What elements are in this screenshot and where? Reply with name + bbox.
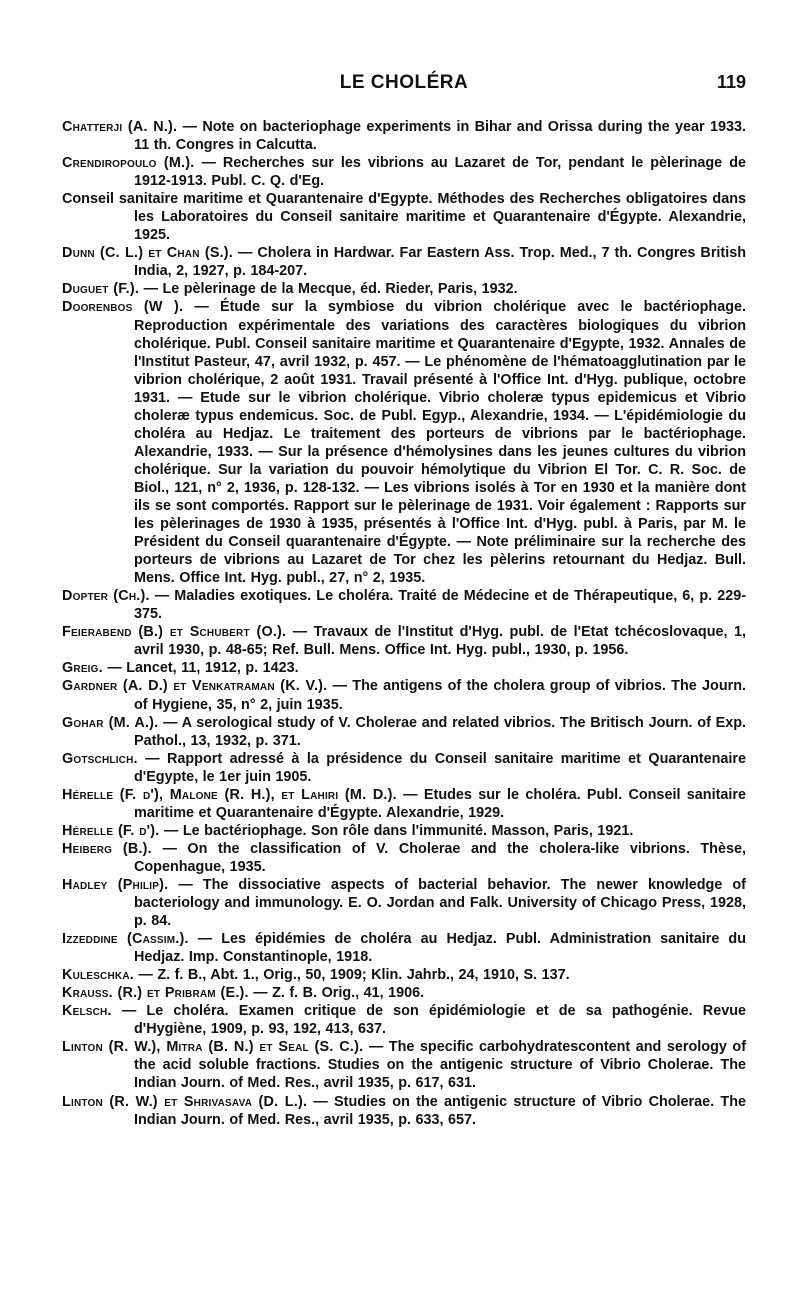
bibliography-entry	[62, 1038, 746, 1092]
entry-text: Conseil sanitaire maritime et Quarantenaire d'Egypte. Méthodes des Recherches obligatoires dans les Laboratoires du Conseil sanitaire maritime et Quarantenaire d'Égypte. Alexandrie, 1925.	[62, 191, 746, 244]
page-header	[62, 72, 746, 102]
entry-text: — The dissociative aspects of bacterial behavior. The newer knowledge of bacteriology and immunology. E. O. Jordan and Falk. University of Chicago Press, 1928, p. 84.	[134, 876, 746, 930]
entry-author: Izzeddine (Cassim.).	[62, 931, 189, 948]
entry-author: Doorenbos (W ).	[62, 299, 184, 316]
bibliography-entry	[62, 190, 746, 244]
bibliography-list	[62, 118, 746, 1129]
entry-author: Dunn (C. L.) et Chan (S.).	[62, 245, 234, 262]
entry-text: — Le pèlerinage de la Mecque, éd. Rieder, Paris, 1932.	[139, 281, 518, 298]
bibliography-entry	[62, 822, 746, 840]
bibliography-entry	[62, 154, 746, 190]
entry-text: — Rapport adressé à la présidence du Conseil sanitaire maritime et Quarantenaire d'Egypte, le 1er juin 1905.	[134, 750, 746, 785]
entry-author: Krauss. (R.) et Pribram (E.).	[62, 985, 249, 1002]
entry-author: Dopter (Ch.).	[62, 588, 150, 605]
entry-author: Crendiropoulo (M.).	[62, 155, 195, 172]
entry-author: Duguet (F.).	[62, 281, 140, 298]
bibliography-entry	[62, 1002, 746, 1038]
entry-author: Chatterji (A. N.).	[62, 119, 178, 135]
entry-author: Gardner (A. D.) et Venkatraman (K. V.).	[62, 678, 328, 695]
bibliography-entry	[62, 677, 746, 713]
entry-author: Heiberg (B.).	[62, 840, 152, 857]
entry-text: — Z. f. B. Orig., 41, 1906.	[248, 985, 425, 1002]
entry-author: Gotschlich.	[62, 750, 138, 767]
entry-text: — Cholera in Hardwar. Far Eastern Ass. Trop. Med., 7 th. Congres British India, 2, 1927, p. 184-207.	[134, 245, 747, 280]
entry-author: Hadley (Philip).	[62, 876, 169, 893]
running-title: LE CHOLÉRA	[339, 72, 469, 93]
bibliography-entry	[62, 876, 746, 930]
bibliography-entry	[62, 714, 746, 750]
entry-text: — Etudes sur le choléra. Publ. Conseil sanitaire maritime et Quarantenaire d'Égypte. Alexandrie, 1929.	[134, 786, 746, 821]
bibliography-entry	[62, 1093, 746, 1129]
entry-author: Kuleschka.	[62, 967, 134, 984]
entry-text: — Lancet, 11, 1912, p. 1423.	[102, 660, 299, 677]
entry-author: Kelsch.	[62, 1003, 112, 1020]
bibliography-entry	[62, 587, 746, 623]
entry-text: — Z. f. B., Abt. 1., Orig., 50, 1909; Klin. Jahrb., 24, 1910, S. 137.	[133, 967, 570, 984]
page-number: 119	[716, 72, 746, 92]
entry-text: — A serological study of V. Cholerae and related vibrios. The Britisch Journ. of Exp. Pathol., 13, 1932, p. 371.	[134, 714, 746, 749]
bibliography-entry	[62, 750, 746, 786]
entry-text: — Maladies exotiques. Le choléra. Traité de Médecine et de Thérapeutique, 6, p. 229-375.	[134, 588, 746, 623]
entry-text: — On the classification of V. Cholerae and the cholera-like vibrions. Thèse, Copenhague, 1935.	[134, 840, 746, 875]
entry-text: — Recherches sur les vibrions au Lazaret de Tor, pendant le pèlerinage de 1912-1913. Publ. C. Q. d'Eg.	[134, 155, 746, 190]
entry-author: Feierabend (B.) et Schubert (O.).	[62, 624, 287, 641]
entry-text: — Étude sur la symbiose du vibrion cholérique avec le bactériophage. Reproduction expérimentale des variations des caractères biologiques du vibrion cholérique. Publ. Conseil sanitaire maritime et Quarantenaire d'Egypte, 1932. Annales de l'Institut Pasteur, 47, avril 1932, p. 457. — Le phénomène de l'hématoagglutination par le vibrion cholérique, 2 août 1931. Travail présenté à l'Office Int. d'Hyg. publique, octobre 1931. — Etude sur le vibrion cholérique. Vibrio choleræ typus epidemicus et Vibrio choleræ typus endemicus. Soc. de Publ. Egyp., Alexandrie, 1934. — L'épidémiologie du choléra au Hedjaz. Le traitement des porteurs de vibrions par le bactériophage. Alexandrie, 1933. — Sur la présence d'hémolysines dans les jeunes cultures du vibrion cholérique. Sur la variation du pouvoir hémolytique du Vibrion El Tor. C. R. Soc. de Biol., 121, n° 2, 1936, p. 128-132. — Les vibrions isolés à Tor en 1930 et la manière dont ils se sont comportés. Rapport sur le pèlerinage de 1931. Voir également : Rapports sur les pèlerinages de 1930 à 1935, présentés à l'Office Int. d'Hyg. publ. à Paris, par M. le Président du Conseil quarantenaire d'Égypte. — Note préliminaire sur la recherche des porteurs de vibrions au Lazaret de Tor chez les pèlerins retournant du Hedjaz. Bull. Mens. Office Int. Hyg. publ., 27, n° 2, 1935.	[134, 299, 746, 587]
entry-author: Hérelle (F. d').	[62, 822, 160, 839]
entry-text: — The specific carbohydratescontent and serology of the acid soluble fractions. Studies on the antigenic structure of Vibrio Cholerae. The Indian Journ. of Med. Res., avril 1935, p. 617, 631.	[134, 1039, 746, 1092]
bibliography-entry	[62, 244, 746, 280]
entry-author: Linton (R. W.), Mitra (B. N.) et Seal (S. C.).	[62, 1039, 364, 1056]
bibliography-entry	[62, 280, 746, 298]
bibliography-entry	[62, 966, 746, 984]
bibliography-entry	[62, 298, 746, 587]
bibliography-entry	[62, 930, 746, 966]
entry-author: Linton (R. W.) et Shrivasava (D. L.).	[62, 1093, 308, 1110]
entry-text: — Le bactériophage. Son rôle dans l'immunité. Masson, Paris, 1921.	[159, 822, 634, 839]
entry-text: — Studies on the antigenic structure of Vibrio Cholerae. The Indian Journ. of Med. Res., avril 1935, p. 633, 657.	[134, 1093, 746, 1128]
entry-author: Greig.	[62, 660, 103, 677]
entry-text: — The antigens of the cholera group of vibrios. The Journ. of Hygiene, 35, n° 2, juin 1935.	[134, 678, 747, 713]
bibliography-entry	[62, 984, 746, 1002]
bibliography-entry	[62, 118, 746, 154]
entry-text: — Travaux de l'Institut d'Hyg. publ. de l'Etat tchécoslovaque, 1, avril 1930, p. 48-65; Ref. Bull. Mens. Office Int. Hyg. publ., 1930, p. 1956.	[134, 624, 747, 659]
entry-text: — Note on bacteriophage experiments in Bihar and Orissa during the year 1933. 11 th. Congres in Calcutta.	[134, 119, 746, 154]
entry-text: — Le choléra. Examen critique de son épidémiologie et de sa pathogénie. Revue d'Hygiène, 1909, p. 93, 192, 413, 637.	[111, 1003, 746, 1038]
bibliography-entry	[62, 840, 746, 876]
entry-text: — Les épidémies de choléra au Hedjaz. Publ. Administration sanitaire du Hedjaz. Imp. Constantinople, 1918.	[134, 931, 746, 966]
bibliography-entry	[62, 659, 746, 677]
bibliography-entry	[62, 623, 746, 659]
bibliography-entry	[62, 786, 746, 822]
entry-author: Gohar (M. A.).	[62, 714, 159, 731]
entry-author: Hérelle (F. d'), Malone (R. H.), et Lahiri (M. D.).	[62, 786, 397, 803]
